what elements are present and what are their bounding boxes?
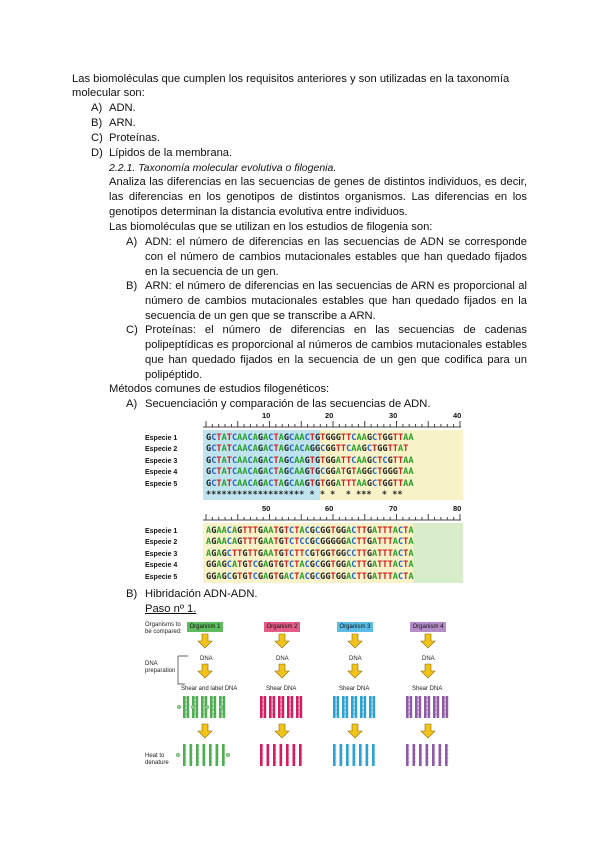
tick-label: 80: [453, 504, 462, 513]
item-text: ADN: el número de diferencias en las secuencias de ADN se corresponde con el número de cambios mutacionales estables que han quedado fijados en la secuencia de un gen.: [145, 236, 527, 278]
sequence-row: GCTATCAACAGACTAGCAAGTGCGGATGTAGGCTGGGTAA: [206, 467, 414, 478]
dna-strand: [183, 696, 186, 718]
sequence-block-1: [206, 433, 414, 490]
sequence-row: GCTATCAACAGACTAGCAAGTGTGGATTCAAGCTCGTTAA: [206, 455, 414, 466]
tick-label: 20: [325, 411, 334, 420]
dna-label: DNA: [422, 656, 435, 662]
tick-label: 50: [262, 504, 271, 513]
dna-strand: [360, 696, 363, 718]
dna-single-strand: [359, 744, 362, 766]
species-label: Especie 2: [145, 446, 178, 453]
label-dot-icon: [219, 705, 223, 709]
dna-strand: [446, 696, 449, 718]
dna-strand: [428, 696, 431, 718]
option-letter: C): [91, 132, 103, 144]
option-text: Proteínas.: [109, 132, 160, 144]
biomol-intro: Las biomoléculas que se utilizan en los estudios de filogenia son:: [109, 221, 433, 233]
sequence-row: GCTATCAACAGACTAGCAACTGTGGGTTCAAGCTGGTTAA: [206, 433, 414, 443]
organism-box: Organism 3: [337, 622, 373, 632]
dna-single-strand: [333, 744, 336, 766]
dna-strand: [437, 696, 440, 718]
dna-strand: [373, 696, 376, 718]
shear-label: Shear DNA: [266, 686, 297, 692]
dna-single-strand: [346, 744, 349, 766]
dna-strand: [355, 696, 358, 718]
dna-strand: [351, 696, 354, 718]
dna-single-strand: [209, 744, 212, 766]
dna-single-strand: [340, 744, 343, 766]
label-dot-icon: [191, 705, 195, 709]
dna-strand: [214, 696, 217, 718]
sequence-row: GGAGCGTGTCGAGTGACTACGCGGTGGACTTGATTTACTA: [206, 571, 414, 582]
dna-strand: [269, 696, 272, 718]
dna-single-strand: [222, 744, 225, 766]
dna-strand: [433, 696, 436, 718]
dna-strand: [278, 696, 281, 718]
species-label: Especie 4: [145, 562, 178, 569]
dna-strand: [196, 696, 199, 718]
item-letter: C): [126, 324, 138, 336]
method-letter: A): [126, 398, 138, 410]
dna-label: DNA: [349, 656, 362, 662]
heat-label: Heat to denature: [145, 753, 169, 766]
shear-label: Shear DNA: [339, 686, 370, 692]
option-text: ARN.: [109, 117, 136, 129]
tick-label: 10: [262, 411, 271, 420]
option-letter: D): [91, 147, 103, 159]
label-dot-icon: [177, 705, 181, 709]
organisms-label: Organisms to be compared:: [145, 622, 182, 635]
down-arrow-icon: [421, 724, 435, 738]
down-arrow-icon: [275, 724, 289, 738]
dna-strand: [410, 696, 413, 718]
section-heading: 2.2.1. Taxonomía molecular evolutiva o filogenia.: [109, 162, 337, 174]
species-label: Especie 5: [145, 481, 178, 488]
method-text: Secuenciación y comparación de las secuencias de ADN.: [145, 398, 431, 410]
dna-single-strand: [445, 744, 448, 766]
dna-single-strand: [280, 744, 283, 766]
dna-single-strand: [299, 744, 302, 766]
down-arrow-icon: [198, 664, 212, 678]
option-text: ADN.: [109, 102, 136, 114]
dna-strand: [442, 696, 445, 718]
tick-label: 70: [389, 504, 398, 513]
species-label: Especie 1: [145, 435, 178, 442]
methods-intro: Métodos comunes de estudios filogenéticos:: [109, 383, 330, 395]
dna-single-strand: [216, 744, 219, 766]
dna-strand: [282, 696, 285, 718]
down-arrow-icon: [198, 724, 212, 738]
species-label: Especie 2: [145, 539, 178, 546]
sequence-row: GCTATCAACAGACTAGCACAGGCGGTTCAAGCTGGTTAT: [206, 444, 409, 455]
dna-single-strand: [286, 744, 289, 766]
sequence-row: AGAGCTTGTTGAATGTCTTCGTGGTGGCCTTGATTTACTA: [206, 548, 414, 559]
item-text: Proteínas: el número de diferencias en las secuencias de cadenas polipeptídicas es proporcional al números de cambios mutacionales estables que han quedado fijados en la secuencia de un gen que codifica para un polipéptido.: [145, 324, 527, 381]
dna-strand: [333, 696, 336, 718]
item-letter: B): [126, 280, 138, 292]
dna-single-strand: [267, 744, 270, 766]
down-arrow-icon: [421, 664, 435, 678]
ruler: [203, 420, 463, 428]
dna-single-strand: [366, 744, 369, 766]
dna-single-strand: [419, 744, 422, 766]
intro-line-1: Las biomoléculas que cumplen los requisitos anteriores y son utilizadas en la taxonomía: [72, 73, 510, 85]
dna-strand: [287, 696, 290, 718]
sequence-row: GGAGCATGTCGAGTGTCTACGCGGTGGACTTGATTTACTA: [206, 560, 414, 571]
down-arrow-icon: [275, 634, 289, 648]
dna-strand: [406, 696, 409, 718]
sequence-row: GCTATCAACAGACTAGCAAGTGTGGATTTAAGCTGGTTAA: [206, 478, 414, 489]
option-letter: B): [91, 117, 103, 129]
sequence-row: AGAACAGTTTGAATGTCTACGCGGTGGACTTGATTTACTA: [206, 526, 414, 536]
species-label: Especie 4: [145, 469, 178, 476]
dna-strand: [342, 696, 345, 718]
dna-prep-label: DNA preparation: [145, 661, 176, 674]
method-letter: B): [126, 588, 138, 600]
dna-strand: [415, 696, 418, 718]
label-dot-icon: [176, 753, 180, 757]
dna-single-strand: [439, 744, 442, 766]
dna-single-strand: [426, 744, 429, 766]
dna-strand: [296, 696, 299, 718]
dna-strand: [273, 696, 276, 718]
hybridization-diagram: [140, 632, 470, 774]
dna-single-strand: [183, 744, 186, 766]
step-label: Paso nº 1.: [145, 603, 197, 615]
dna-strand: [364, 696, 367, 718]
conservation-stars: ******************* * * * * *** * **: [206, 490, 403, 500]
option-letter: A): [91, 102, 103, 114]
dna-strand: [337, 696, 340, 718]
dna-single-strand: [432, 744, 435, 766]
species-label: Especie 3: [145, 551, 178, 558]
dna-strand: [300, 696, 303, 718]
section-paragraph: Analiza las diferencias en las secuencias de genes de distintos individuos, es decir, las diferencias en los genotipos de distintos organismos. Las diferencias en los genotipos determinan la distancia evolutiva entre individuos.: [109, 176, 527, 218]
dna-strand: [346, 696, 349, 718]
item-letter: A): [126, 236, 138, 248]
sequence-row: AGAACAGTTTGAATGTCTCCGCGGGGGACTTGATTTACTA: [206, 537, 414, 548]
dna-strand: [210, 696, 213, 718]
dna-strand: [187, 696, 190, 718]
species-label: Especie 1: [145, 528, 178, 535]
organism-box: Organism 1: [187, 622, 223, 632]
dna-label: DNA: [200, 656, 213, 662]
dna-single-strand: [293, 744, 296, 766]
down-arrow-icon: [421, 634, 435, 648]
down-arrow-icon: [348, 634, 362, 648]
dna-strand: [419, 696, 422, 718]
dna-strand: [369, 696, 372, 718]
dna-single-strand: [196, 744, 199, 766]
ruler: [203, 513, 463, 521]
species-label: Especie 3: [145, 458, 178, 465]
shear-label: Shear and label DNA: [181, 686, 238, 692]
species-label: Especie 5: [145, 574, 178, 581]
intro-line-2: molecular son:: [72, 87, 145, 99]
down-arrow-icon: [275, 664, 289, 678]
down-arrow-icon: [348, 664, 362, 678]
label-dot-icon: [205, 705, 209, 709]
sequence-block-2: [206, 526, 414, 583]
item-text: ARN: el número de diferencias en las secuencias de ARN es proporcional al número de cambios mutacionales estables que han quedado fijados en la secuencia de un gen que se transcribe a ARN.: [145, 280, 527, 322]
organism-box: Organism 2: [264, 622, 300, 632]
dna-strand: [424, 696, 427, 718]
dna-label: DNA: [276, 656, 289, 662]
bracket-line: [178, 656, 188, 684]
dna-single-strand: [260, 744, 263, 766]
tick-label: 40: [453, 411, 462, 420]
dna-strand: [291, 696, 294, 718]
dna-single-strand: [372, 744, 375, 766]
dna-single-strand: [203, 744, 206, 766]
dna-single-strand: [273, 744, 276, 766]
dna-single-strand: [406, 744, 409, 766]
organism-box: Organism 4: [410, 622, 446, 632]
tick-label: 60: [325, 504, 334, 513]
dna-strand: [260, 696, 263, 718]
method-text: Hibridación ADN-ADN.: [145, 588, 258, 600]
down-arrow-icon: [198, 634, 212, 648]
dna-strand: [201, 696, 204, 718]
dna-single-strand: [413, 744, 416, 766]
dna-single-strand: [190, 744, 193, 766]
dna-strand: [264, 696, 267, 718]
shear-label: Shear DNA: [412, 686, 443, 692]
dna-single-strand: [353, 744, 356, 766]
tick-label: 30: [389, 411, 398, 420]
label-dot-icon: [226, 753, 230, 757]
option-text: Lípidos de la membrana.: [109, 147, 233, 159]
down-arrow-icon: [348, 724, 362, 738]
